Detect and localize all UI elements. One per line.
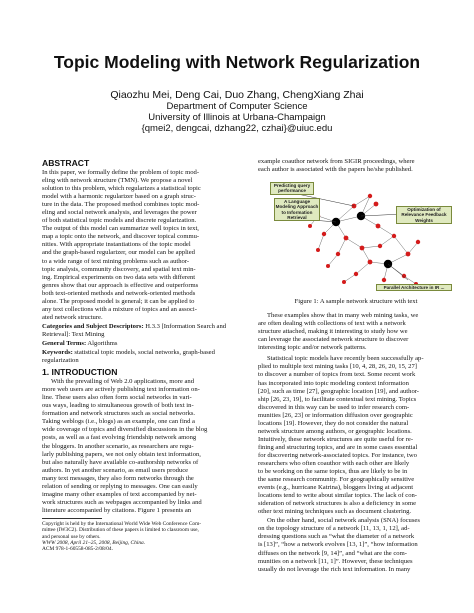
department: Department of Computer Science xyxy=(166,101,308,112)
right-line: [20], such as time [27], geographic location [19], and author- xyxy=(258,387,419,395)
right-line: plied to multiple text mining tasks [10, 4, 28, 26, 20, 15, 27] xyxy=(258,363,417,371)
copyright-line: mittee (IW3C2). Distribution of these papers is limited to classroom use, xyxy=(42,527,199,534)
intro-line: but also naturally have available co-authorship networks of xyxy=(42,458,199,466)
paragraph-3 xyxy=(258,517,454,573)
university: University of Illinois at Urbana-Champaign xyxy=(148,112,326,123)
abstract-line: ated network structure. xyxy=(42,313,103,321)
abstract-line: topic analysis, community discovery, and spatial text min- xyxy=(42,265,196,273)
abstract-heading: ABSTRACT xyxy=(42,158,90,168)
abstract-body xyxy=(42,169,238,322)
intro-line: imagine many other examples of text accompanied by net- xyxy=(42,490,197,498)
figure-caption: Figure 1: A sample network structure with text xyxy=(294,298,418,306)
right-line: are often dealing with collections of text with a network xyxy=(258,320,406,328)
right-line: ship [26, 23, 19], to facilitate contextual text mining. Topics xyxy=(258,395,417,403)
copyright-line: and personal use by others. xyxy=(42,533,101,540)
intro-line: larly publishing papers, we not only obtain text information, xyxy=(42,450,201,458)
abstract-line: model with a harmonic regularizer based on a graph struc- xyxy=(42,193,196,201)
abstract-line: alone. The proposed model is general; it can be applied to xyxy=(42,297,195,305)
right-line: the same research community. For geographically sensitive xyxy=(258,476,415,484)
figure-label: Optimization of Relevance Feedback Weights xyxy=(396,206,452,224)
general-terms-text: Algorithms xyxy=(86,339,118,347)
intro-line: ous ways, leading to simultaneous growth of both text in- xyxy=(42,402,194,410)
intro-line: wide coverage of topics and diversified discussions in the blog xyxy=(42,426,208,434)
right-line: locations tend to write about similar topics. The lack of con- xyxy=(258,492,418,500)
copyright-line: ACM 978-1-60558-085-2/08/04. xyxy=(42,546,113,553)
right-line: other text mining techniques such as document clustering. xyxy=(258,508,412,516)
paper-title: Topic Modeling with Network Regularization xyxy=(53,52,421,72)
figure-label: A Language Modeling Approach to Information Retrieval xyxy=(275,199,319,220)
right-line: Intuitively, these network structures are quite useful for re- xyxy=(258,435,414,443)
intro-line: Taking weblogs (i.e., blogs) as an example, one can find a xyxy=(42,418,195,426)
abstract-line: nities. With appropriate instantiations of the topic model xyxy=(42,241,191,249)
right-line: These examples show that in many web mining tasks, we xyxy=(267,312,419,320)
abstract-line: and the graph-based regularizer, our model can be applied xyxy=(42,249,195,257)
general-terms xyxy=(42,340,238,348)
right-line: Statistical topic models have recently been successfully ap- xyxy=(267,355,424,363)
intro-line: With the prevailing of Web 2.0 applications, more and xyxy=(51,378,195,386)
footnote-rule xyxy=(42,518,102,519)
intro-line: relation of sending or replying to messages. One can easily xyxy=(42,482,198,490)
abstract-line: map a topic onto the network, and discover topical commu- xyxy=(42,233,200,241)
categories xyxy=(42,323,238,339)
abstract-line: ing. Empirical experiments on two data sets with different xyxy=(42,273,196,281)
right-line: interesting topic and/or network patterns. xyxy=(258,344,367,352)
right-line: example coauthor network from SIGIR proceedings, where xyxy=(258,158,415,165)
right-line: on the topology structure of a network [11, 13, 1, 12], ad- xyxy=(258,525,410,533)
intro-line: literature accompanied by citations. Figure 1 presents an xyxy=(42,506,192,514)
right-line: munities on a network [11, 1]”. However, these techniques xyxy=(258,557,413,565)
abstract-line: ture in the data. The proposed method combines topic mod- xyxy=(42,201,200,209)
intro-line: formation and network structures such as social networks. xyxy=(42,410,196,418)
right-line: structure attached, making it interesting to study how we xyxy=(258,328,408,336)
right-line: locations [19]. However, they do not consider the natural xyxy=(258,419,409,427)
intro-line: the bloggers. In another scenario, as researchers are regu- xyxy=(42,442,194,450)
abstract-line: eling and social network analysis, and leverages the power xyxy=(42,209,197,217)
right-line: On the other hand, social network analysis (SNA) focuses xyxy=(267,517,420,525)
abstract-line: to a wide range of text mining problems such as author- xyxy=(42,257,190,265)
keywords xyxy=(42,349,238,365)
abstract-line: In this paper, we formally define the problem of topic mod- xyxy=(42,169,200,176)
abstract-line: any text collections with a mixture of topics and an associ- xyxy=(42,305,197,313)
figure-label: Predicting query performance xyxy=(270,182,314,194)
right-line: diffuses on the network [9, 14]”, and “what are the com- xyxy=(258,549,407,557)
right-line: to be working on the same topics, thus are likely to be in xyxy=(258,468,408,476)
introduction-heading: 1. INTRODUCTION xyxy=(42,367,118,378)
introduction-body xyxy=(42,378,238,515)
abstract-line: of both statistical topic models and discrete regularization. xyxy=(42,217,197,225)
left-column xyxy=(42,158,238,552)
intro-line: posts, as well as a fast evolving friendship network among xyxy=(42,434,197,442)
abstract-line: The output of this model can summarize well topics in text, xyxy=(42,225,199,233)
right-line: researchers who often coauthor with each other are likely xyxy=(258,459,410,467)
intro-line: authors. In yet another scenario, as email users produce xyxy=(42,466,189,474)
keywords-text: statistical topic models, social networks, graph-based regularization xyxy=(42,349,215,365)
categories-label: Categories and Subject Descriptors: xyxy=(42,322,144,330)
intro-line: many text messages, they also form networks through the xyxy=(42,474,194,482)
right-line: each author is associated with the papers he/she published. xyxy=(258,166,413,174)
right-line: has incorporated into topic modeling context information xyxy=(258,379,409,387)
author-names: Qiaozhu Mei, Deng Cai, Duo Zhang, ChengXiang Zhai xyxy=(110,89,364,101)
right-line: network structure among authors, or geographic locations. xyxy=(258,427,412,435)
right-line: fining and structuring topics, and are in some cases essential xyxy=(258,443,418,451)
author-block xyxy=(0,90,474,134)
right-line: dressing questions such as “what the diameter of a network xyxy=(258,533,415,541)
emails: {qmei2, dengcai, dzhang22, czhai}@uiuc.edu xyxy=(141,123,333,134)
right-line: events (e.g., hurricane Katrina), bloggers living at adjacent xyxy=(258,484,414,492)
copyright-line: WWW 2008, April 21–25, 2008, Beijing, China. xyxy=(42,539,146,546)
right-line: sideration of network structures is also a deficiency in some xyxy=(258,500,417,508)
abstract-line: genres show that our approach is effective and outperforms xyxy=(42,281,199,289)
general-terms-label: General Terms: xyxy=(42,339,87,347)
abstract-line: solution to this problem, which regularizes a statistical topic xyxy=(42,185,201,193)
keywords-label: Keywords: xyxy=(42,349,73,357)
right-line: to discover a number of topics from text. Some recent work xyxy=(258,371,416,379)
copyright-notice xyxy=(42,521,238,552)
categories-text: H.3.3 [Information Search and Retrieval]: Text Mining xyxy=(42,322,227,338)
right-line: usually do not leverage the rich text information. In many xyxy=(258,565,411,573)
right-line: is [13]”, “how a network evolves [13, 1]”, “how information xyxy=(258,541,418,549)
intro-line: line. These users also often form social networks in vari- xyxy=(42,394,192,402)
right-column xyxy=(258,158,454,574)
right-line: munities [26, 23] or information diffusion over geographic xyxy=(258,411,413,419)
right-line: discovered in this way can be used to infer research com- xyxy=(258,403,410,411)
abstract-line: eling with network structure (TMN). We propose a novel xyxy=(42,177,193,185)
intro-line: more web users are actively publishing text information on- xyxy=(42,386,200,394)
abstract-line: both text-oriented methods and network-oriented methods xyxy=(42,289,196,297)
network-figure xyxy=(258,176,454,296)
copyright-line: Copyright is held by the International World Wide Web Conference Com- xyxy=(42,520,202,527)
paragraph-2 xyxy=(258,355,454,516)
right-line: for discovering network-associated topics. For instance, two xyxy=(258,451,417,459)
right-line: can leverage the associated network structure to discover xyxy=(258,336,409,344)
paragraph-1 xyxy=(258,312,454,352)
intro-line: work structures such as webpages accompanied by links and xyxy=(42,498,202,506)
figure-label: Parallel Architecture in IR ... xyxy=(376,284,452,291)
